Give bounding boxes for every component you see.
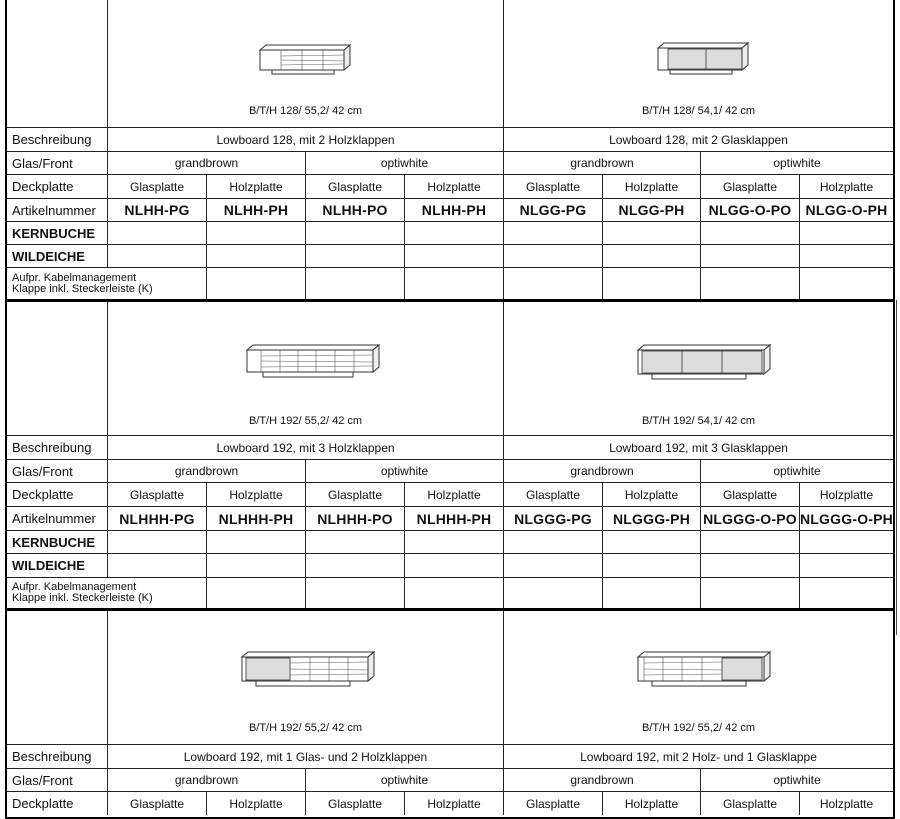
article-number: NLGG-PH bbox=[602, 199, 700, 221]
row-label: Glas/Front bbox=[12, 155, 73, 171]
article-number: NLGG-PG bbox=[503, 199, 602, 221]
article-number: NLGG-O-PO bbox=[700, 199, 799, 221]
description: Lowboard 192, mit 1 Glas- und 2 Holzklappen bbox=[107, 745, 503, 768]
wildeiche-row bbox=[7, 244, 893, 267]
description: Lowboard 192, mit 3 Glasklappen bbox=[503, 436, 893, 459]
article-number: NLHHH-PO bbox=[305, 507, 404, 530]
row-label: Deckplatte bbox=[12, 796, 74, 811]
dimensions: B/T/H 192/ 55,2/ 42 cm bbox=[641, 722, 756, 734]
article-number: NLGGG-O-PH bbox=[799, 507, 893, 530]
lowboard-1-glass-2-wood-flaps-image bbox=[238, 649, 376, 691]
product-image-cell bbox=[107, 0, 503, 127]
article-row bbox=[7, 506, 893, 530]
lowboard-2-wood-flaps-image bbox=[256, 42, 352, 76]
top-value: Holzplatte bbox=[799, 175, 893, 198]
top-value: Holzplatte bbox=[799, 792, 893, 815]
article-number: NLHHH-PH bbox=[404, 507, 503, 530]
description-row bbox=[7, 435, 893, 459]
row-label: Beschreibung bbox=[12, 749, 92, 764]
front-value: optiwhite bbox=[305, 152, 503, 174]
product-block-3 bbox=[5, 609, 895, 819]
article-number: NLGGG-O-PO bbox=[700, 507, 799, 530]
row-label: KERNBUCHE bbox=[12, 534, 96, 550]
row-label bbox=[7, 268, 153, 299]
dimensions: B/T/H 192/ 54,1/ 42 cm bbox=[641, 415, 756, 427]
cable-label-line1: Aufpr. Kabelmanagement bbox=[12, 271, 137, 284]
page-edge-line bbox=[896, 300, 897, 635]
front-value: grandbrown bbox=[503, 769, 700, 791]
row-label: Glas/Front bbox=[12, 463, 73, 479]
article-number: NLHH-PG bbox=[107, 199, 206, 221]
front-value: grandbrown bbox=[107, 152, 305, 174]
front-value: grandbrown bbox=[503, 152, 700, 174]
top-value: Glasplatte bbox=[503, 175, 602, 198]
row-label: KERNBUCHE bbox=[12, 225, 96, 241]
product-image-cell bbox=[503, 0, 893, 127]
description: Lowboard 192, mit 2 Holz- und 1 Glasklappe bbox=[503, 745, 893, 768]
front-value: optiwhite bbox=[700, 769, 893, 791]
article-row bbox=[7, 198, 893, 221]
top-value: Glasplatte bbox=[700, 483, 799, 506]
product-block-2 bbox=[5, 300, 895, 610]
wildeiche-row bbox=[7, 553, 893, 577]
product-image-cell bbox=[107, 611, 503, 744]
cable-label-line2: Klappe inkl. Steckerleiste (K) bbox=[12, 282, 153, 295]
article-number: NLHHH-PG bbox=[107, 507, 206, 530]
top-value: Glasplatte bbox=[305, 483, 404, 506]
row-label bbox=[7, 578, 153, 608]
top-value: Holzplatte bbox=[799, 483, 893, 506]
top-value: Holzplatte bbox=[206, 483, 305, 506]
dimensions: B/T/H 128/ 55,2/ 42 cm bbox=[248, 105, 363, 117]
front-value: grandbrown bbox=[503, 460, 700, 482]
front-row bbox=[7, 768, 893, 791]
top-row bbox=[7, 174, 893, 198]
article-number: NLHH-PH bbox=[206, 199, 305, 221]
top-value: Glasplatte bbox=[107, 792, 206, 815]
front-row bbox=[7, 151, 893, 174]
lowboard-2-wood-1-glass-flap-image bbox=[634, 649, 772, 691]
dimensions: B/T/H 192/ 55,2/ 42 cm bbox=[248, 415, 363, 427]
dimensions: B/T/H 128/ 54,1/ 42 cm bbox=[641, 105, 756, 117]
product-image-cell bbox=[503, 611, 893, 744]
description-row bbox=[7, 127, 893, 151]
top-value: Holzplatte bbox=[602, 483, 700, 506]
top-value: Glasplatte bbox=[700, 175, 799, 198]
front-value: grandbrown bbox=[107, 460, 305, 482]
article-number: NLGG-O-PH bbox=[799, 199, 893, 221]
product-block-1 bbox=[5, 0, 895, 301]
description: Lowboard 128, mit 2 Holzklappen bbox=[107, 128, 503, 151]
row-label: WILDEICHE bbox=[12, 558, 85, 573]
row-label: Beschreibung bbox=[12, 440, 92, 455]
cable-label-line1: Aufpr. Kabelmanagement bbox=[12, 581, 137, 593]
row-label: Beschreibung bbox=[12, 132, 92, 147]
front-value: grandbrown bbox=[107, 769, 305, 791]
product-image-cell bbox=[503, 302, 893, 435]
row-label: WILDEICHE bbox=[12, 248, 85, 264]
lowboard-3-glass-flaps-image bbox=[634, 342, 772, 384]
top-value: Holzplatte bbox=[404, 483, 503, 506]
top-row bbox=[7, 791, 893, 815]
lowboard-3-wood-flaps-image bbox=[243, 342, 381, 382]
top-value: Holzplatte bbox=[404, 175, 503, 198]
top-value: Holzplatte bbox=[602, 175, 700, 198]
row-label: Artikelnummer bbox=[12, 511, 96, 526]
article-number: NLHH-PO bbox=[305, 199, 404, 221]
top-value: Glasplatte bbox=[700, 792, 799, 815]
front-value: optiwhite bbox=[700, 460, 893, 482]
description: Lowboard 128, mit 2 Glasklappen bbox=[503, 128, 893, 151]
front-value: optiwhite bbox=[305, 769, 503, 791]
lowboard-2-glass-flaps-image bbox=[654, 40, 750, 76]
article-number: NLHH-PH bbox=[404, 199, 503, 221]
front-value: optiwhite bbox=[700, 152, 893, 174]
top-value: Holzplatte bbox=[206, 175, 305, 198]
top-value: Glasplatte bbox=[305, 175, 404, 198]
article-number: NLGGG-PG bbox=[503, 507, 602, 530]
front-row bbox=[7, 459, 893, 482]
top-value: Glasplatte bbox=[107, 175, 206, 198]
top-value: Glasplatte bbox=[305, 792, 404, 815]
row-label: Deckplatte bbox=[12, 179, 74, 194]
description: Lowboard 192, mit 3 Holzklappen bbox=[107, 436, 503, 459]
image-label-cell bbox=[7, 0, 107, 127]
kernbuche-row bbox=[7, 530, 893, 553]
cable-management-row bbox=[7, 267, 893, 299]
top-value: Glasplatte bbox=[107, 483, 206, 506]
description-row bbox=[7, 744, 893, 768]
cable-label-line2: Klappe inkl. Steckerleiste (K) bbox=[12, 592, 153, 604]
product-image-cell bbox=[107, 302, 503, 435]
top-row bbox=[7, 482, 893, 506]
top-value: Glasplatte bbox=[503, 483, 602, 506]
cable-management-row bbox=[7, 577, 893, 608]
row-label: Artikelnummer bbox=[12, 202, 96, 218]
row-label: Deckplatte bbox=[12, 487, 74, 502]
top-value: Holzplatte bbox=[602, 792, 700, 815]
top-value: Glasplatte bbox=[503, 792, 602, 815]
top-value: Holzplatte bbox=[206, 792, 305, 815]
article-number: NLHHH-PH bbox=[206, 507, 305, 530]
kernbuche-row bbox=[7, 221, 893, 244]
front-value: optiwhite bbox=[305, 460, 503, 482]
top-value: Holzplatte bbox=[404, 792, 503, 815]
row-label: Glas/Front bbox=[12, 772, 73, 788]
dimensions: B/T/H 192/ 55,2/ 42 cm bbox=[248, 722, 363, 734]
article-number: NLGGG-PH bbox=[602, 507, 700, 530]
